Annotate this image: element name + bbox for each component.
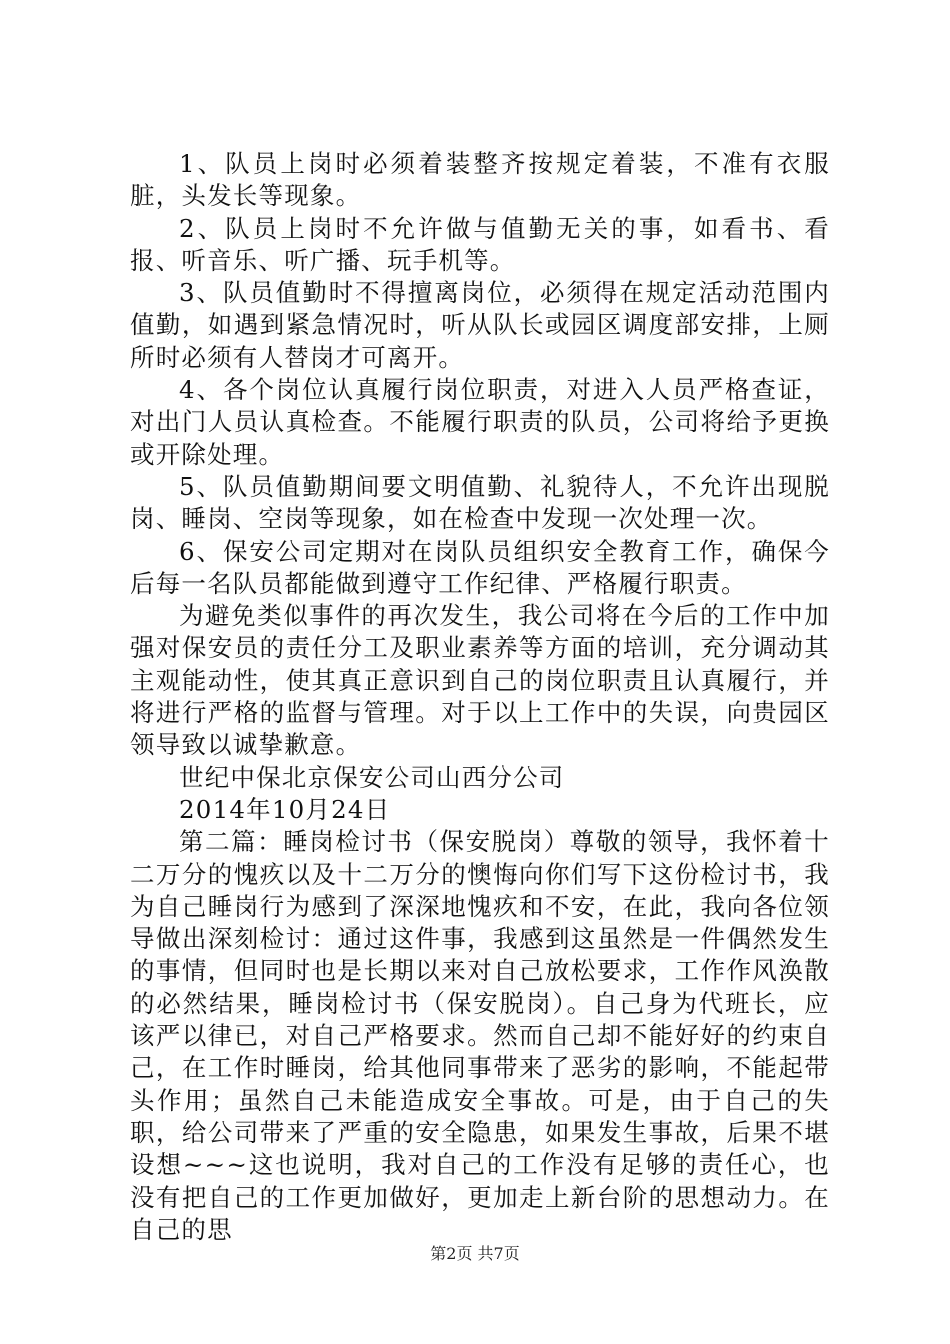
rule-paragraph-3: 3、队员值勤时不得擅离岗位，必须得在规定活动范围内值勤，如遇到紧急情况时，听从队长或园区调度部安排，上厕所时必须有人替岗才可离开。 bbox=[130, 278, 830, 372]
second-article-paragraph: 第二篇：睡岗检讨书（保安脱岗）尊敬的领导，我怀着十二万分的愧疚以及十二万分的懊悔向你们写下这份检讨书，我为自己睡岗行为感到了深深地愧疚和不安，在此，我向各位领导做出深刻检讨：通过这件事，我感到这虽然是一件偶然发生的事情，但同时也是长期以来对自己放松要求，工作作风涣散的必然结果，睡岗检讨书（保安脱岗）。自己身为代班长，应该严以律已，对自己严格要求。然而自己却不能好好的约束自己，在工作时睡岗，给其他同事带来了恶劣的影响，不能起带头作用；虽然自己未能造成安全事故。可是，由于自己的失职，给公司带来了严重的安全隐患，如果发生事故，后果不堪设想~~~这也说明，我对自己的工作没有足够的责任心，也没有把自己的工作更加做好，更加走上新台阶的思想动力。在自己的思 bbox=[130, 827, 830, 1244]
rule-paragraph-4: 4、各个岗位认真履行岗位职责，对进入人员严格查证，对出门人员认真检查。不能履行职责的队员，公司将给予更换或开除处理。 bbox=[130, 375, 830, 469]
signature-company: 世纪中保北京保安公司山西分公司 bbox=[179, 762, 565, 792]
rule-paragraph-6: 6、保安公司定期对在岗队员组织安全教育工作，确保今后每一名队员都能做到遵守工作纪律、严格履行职责。 bbox=[130, 536, 830, 598]
rule-paragraph-2: 2、队员上岗时不允许做与值勤无关的事，如看书、看报、听音乐、听广播、玩手机等。 bbox=[130, 213, 830, 275]
document-body bbox=[130, 148, 830, 1246]
apology-paragraph: 为避免类似事件的再次发生，我公司将在今后的工作中加强对保安员的责任分工及职业素养等方面的培训，充分调动其主观能动性，使其真正意识到自己的岗位职责且认真履行，并将进行严格的监督与管理。对于以上工作中的失误，向贵园区领导致以诚挚歉意。 bbox=[130, 601, 830, 760]
signature-date: 2014年10月24日 bbox=[179, 794, 391, 824]
page-number-footer: 第2页 共7页 bbox=[430, 1244, 520, 1263]
rule-paragraph-1: 1、队员上岗时必须着装整齐按规定着装，不准有衣服脏，头发长等现象。 bbox=[130, 149, 830, 211]
rule-paragraph-5: 5、队员值勤期间要文明值勤、礼貌待人，不允许出现脱岗、睡岗、空岗等现象，如在检查中发现一次处理一次。 bbox=[130, 471, 830, 534]
